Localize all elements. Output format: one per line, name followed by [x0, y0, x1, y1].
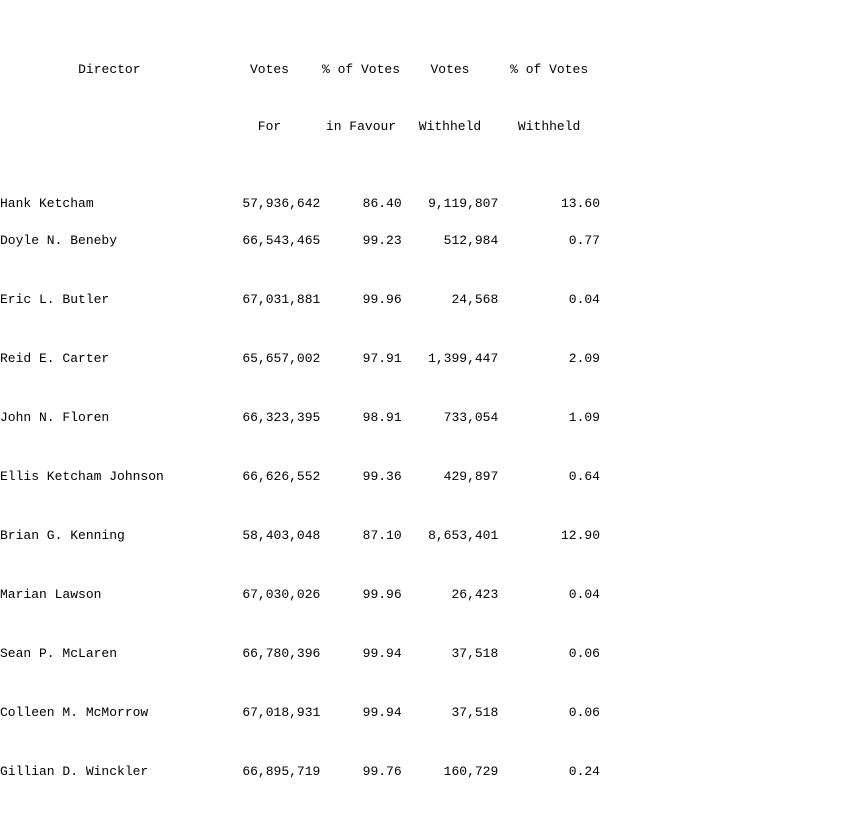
cell-director: Ellis Ketcham Johnson	[0, 469, 164, 484]
cell-votes-withheld: 429,897	[443, 469, 499, 484]
cell-pct-favour: 99.96	[362, 587, 402, 602]
table-header-row	[0, 22, 600, 174]
cell-votes-withheld: 512,984	[443, 233, 499, 248]
cell-pct-favour: 99.94	[362, 705, 402, 720]
cell-votes-withheld: 9,119,807	[428, 196, 499, 211]
table-row	[0, 292, 600, 351]
cell-votes-for: 66,543,465	[242, 233, 321, 248]
cell-votes-withheld: 37,518	[451, 705, 499, 720]
column-header-director-line1: Director	[78, 62, 141, 77]
cell-director: Gillian D. Winckler	[0, 764, 149, 779]
cell-votes-withheld: 37,518	[451, 646, 499, 661]
column-header-votes-for-line1: Votes	[249, 62, 289, 77]
cell-pct-withheld: 13.60	[560, 196, 600, 211]
director-votes-table	[0, 22, 600, 823]
cell-votes-for: 57,936,642	[242, 196, 321, 211]
cell-director: Eric L. Butler	[0, 292, 110, 307]
cell-votes-withheld: 24,568	[451, 292, 499, 307]
cell-pct-favour: 99.94	[362, 646, 402, 661]
column-header-votes-withheld	[402, 22, 499, 174]
cell-votes-for: 66,323,395	[242, 410, 321, 425]
cell-pct-favour: 97.91	[362, 351, 402, 366]
cell-director: Hank Ketcham	[0, 196, 94, 211]
cell-pct-withheld: 2.09	[568, 351, 600, 366]
cell-votes-for: 58,403,048	[242, 528, 321, 543]
cell-director: Sean P. McLaren	[0, 646, 118, 661]
column-header-pct-favour-line2: in Favour	[325, 119, 397, 134]
cell-votes-withheld: 733,054	[443, 410, 499, 425]
document-page	[0, 22, 858, 779]
cell-pct-withheld: 1.09	[568, 410, 600, 425]
column-header-pct-withheld-line2: Withheld	[517, 119, 581, 134]
cell-votes-withheld: 1,399,447	[428, 351, 499, 366]
cell-pct-favour: 99.96	[362, 292, 402, 307]
cell-pct-withheld: 0.24	[568, 764, 600, 779]
cell-pct-withheld: 0.06	[568, 705, 600, 720]
cell-pct-withheld: 0.04	[568, 292, 600, 307]
column-header-pct-favour	[320, 22, 401, 174]
column-header-votes-for-line2: For	[257, 119, 282, 134]
column-header-votes-withheld-line2: Withheld	[418, 119, 482, 134]
column-header-votes-withheld-line1: Votes	[430, 62, 470, 77]
cell-pct-withheld: 0.64	[568, 469, 600, 484]
cell-votes-for: 67,018,931	[242, 705, 321, 720]
column-header-pct-favour-line1: % of Votes	[321, 62, 400, 77]
cell-director: John N. Floren	[0, 410, 110, 425]
cell-pct-withheld: 0.06	[568, 646, 600, 661]
cell-pct-withheld: 12.90	[560, 528, 600, 543]
cell-director: Colleen M. McMorrow	[0, 705, 149, 720]
table-row	[0, 528, 600, 587]
cell-votes-for: 66,780,396	[242, 646, 321, 661]
cell-votes-for: 67,030,026	[242, 587, 321, 602]
cell-pct-favour: 99.76	[362, 764, 402, 779]
cell-votes-for: 67,031,881	[242, 292, 321, 307]
column-header-pct-withheld-line1: % of Votes	[510, 62, 589, 77]
table-row	[0, 705, 600, 764]
column-header-votes-for	[219, 22, 321, 174]
cell-director: Marian Lawson	[0, 587, 102, 602]
cell-director: Doyle N. Beneby	[0, 233, 118, 248]
cell-pct-favour: 99.23	[362, 233, 402, 248]
cell-director: Brian G. Kenning	[0, 528, 125, 543]
table-header	[0, 22, 600, 174]
table-row	[0, 351, 600, 410]
cell-director: Reid E. Carter	[0, 351, 110, 366]
table-row	[0, 233, 600, 292]
cell-votes-for: 66,626,552	[242, 469, 321, 484]
table-row	[0, 646, 600, 705]
table-row	[0, 469, 600, 528]
cell-pct-favour: 87.10	[362, 528, 402, 543]
table-row	[0, 764, 600, 823]
cell-pct-favour: 98.91	[362, 410, 402, 425]
table-row	[0, 587, 600, 646]
cell-pct-favour: 86.40	[362, 196, 402, 211]
cell-pct-favour: 99.36	[362, 469, 402, 484]
column-header-pct-withheld	[498, 22, 600, 174]
cell-votes-withheld: 160,729	[443, 764, 499, 779]
cell-votes-for: 66,895,719	[242, 764, 321, 779]
table-row	[0, 410, 600, 469]
cell-votes-withheld: 26,423	[451, 587, 499, 602]
column-header-director	[0, 22, 219, 174]
cell-votes-withheld: 8,653,401	[428, 528, 499, 543]
table-row	[0, 174, 600, 233]
cell-pct-withheld: 0.77	[568, 233, 600, 248]
cell-votes-for: 65,657,002	[242, 351, 321, 366]
cell-pct-withheld: 0.04	[568, 587, 600, 602]
